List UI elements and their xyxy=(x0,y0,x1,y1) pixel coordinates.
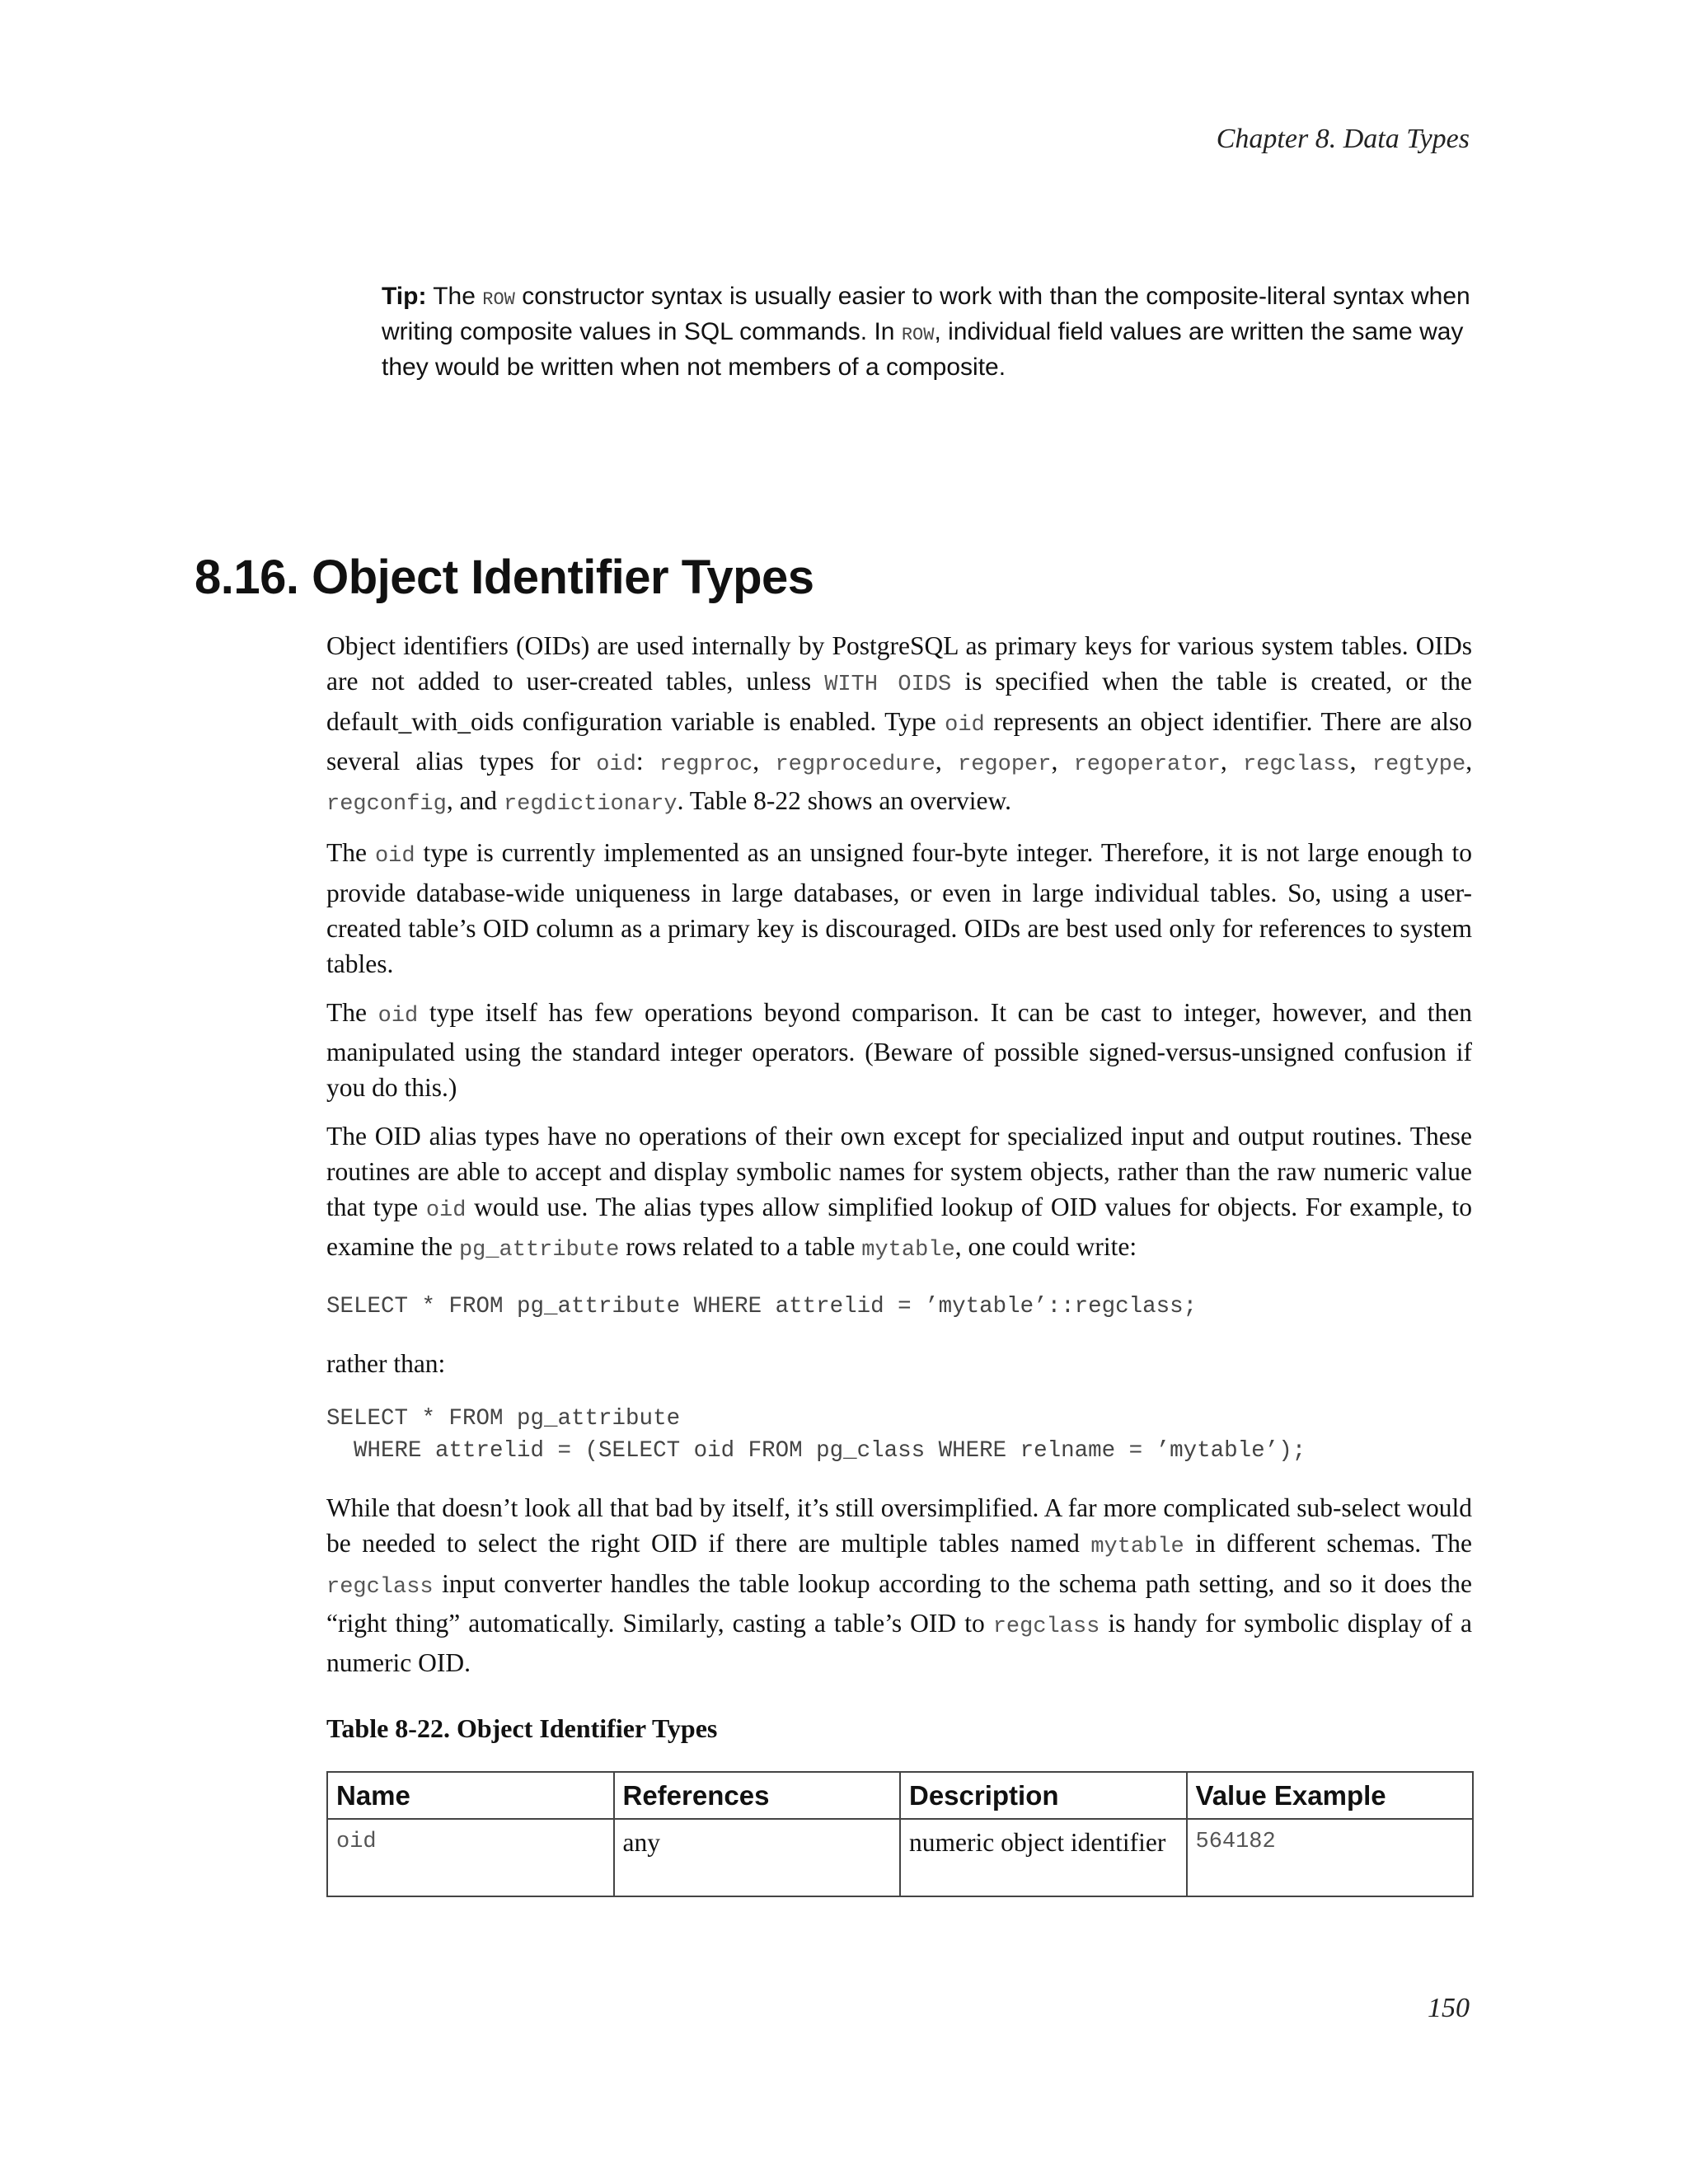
text: : xyxy=(635,746,659,776)
tip-label: Tip: xyxy=(382,283,427,310)
code-listing: SELECT * FROM pg_attribute WHERE attrelid = (SELECT oid FROM pg_class WHERE relname = ’mytable’); xyxy=(326,1406,1306,1465)
text: input converter handles the table lookup according to the schema path setting, and so it does the “right thing” automatically. Similarly, casting a table’s OID to xyxy=(326,1568,1472,1638)
text: , xyxy=(1051,746,1074,776)
text: , one could write: xyxy=(954,1232,1137,1262)
table-cell: oid xyxy=(327,1819,614,1896)
table-cell: any xyxy=(614,1819,901,1896)
inline-code: oid xyxy=(596,752,636,777)
text: rather than: xyxy=(326,1348,446,1378)
inline-code: regtype xyxy=(1372,752,1466,777)
oid-types-table xyxy=(326,1771,1474,1897)
column-header: Name xyxy=(327,1772,614,1819)
section-title: 8.16. Object Identifier Types xyxy=(195,551,814,604)
text: Object identifiers (OIDs) are used internally by PostgreSQL as primary keys for various system tables. OIDs are not added to user-created tables, unless xyxy=(326,631,1472,696)
inline-code: regclass xyxy=(992,1614,1100,1639)
text: The xyxy=(326,838,375,868)
inline-code: regoperator xyxy=(1073,752,1221,777)
text: would use. The alias types allow simplified lookup of OID values for objects. For example, to examine the xyxy=(326,1193,1472,1262)
inline-code: oid xyxy=(425,1198,467,1224)
text: , xyxy=(1220,746,1243,776)
inline-code: oid xyxy=(374,844,415,869)
inline-code: regconfig xyxy=(326,792,447,818)
inline-code: regoper xyxy=(958,752,1052,777)
text: , and xyxy=(446,786,504,816)
text: type itself has few operations beyond comparison. It can be cast to integer, however, and then manipulated using the standard integer operators. (Beware of possible signed-versus-unsigned confusion if you do this.) xyxy=(326,997,1472,1103)
inline-code: regclass xyxy=(1243,752,1350,777)
text: , xyxy=(1465,746,1473,776)
text: is handy for symbolic display of a numeric OID. xyxy=(326,1608,1472,1678)
tip-text: , individual field values are written the same way they would be written when not members of a composite. xyxy=(382,318,1464,381)
inline-code: ROW xyxy=(901,325,935,345)
inline-code: ROW xyxy=(482,289,515,310)
section-body xyxy=(326,628,1472,1897)
paragraph xyxy=(326,628,1472,823)
text: The xyxy=(326,997,378,1027)
tip-text: constructor syntax is usually easier to work with than the composite-literal syntax when writing composite values in SQL commands. In xyxy=(382,283,1470,345)
text: is specified when the table is created, or the default_with_oids configuration variable is enabled. Type xyxy=(326,667,1472,736)
inline-code: oid xyxy=(377,1003,419,1029)
inline-code: oid xyxy=(945,712,985,738)
inline-code: WITH OIDS xyxy=(824,673,952,698)
text: type is currently implemented as an unsigned four-byte integer. Therefore, it is not large enough to provide database-wide uniqueness in large databases, or even in large individual tables. So, using a user-created table’s OID column as a primary key is discouraged. OIDs are best used only for references to system tables. xyxy=(326,838,1472,979)
column-header: References xyxy=(614,1772,901,1819)
paragraph xyxy=(326,1490,1472,1680)
table-header-row xyxy=(327,1772,1473,1819)
table-caption: Table 8-22. Object Identifier Types xyxy=(326,1713,718,1743)
table-cell: 564182 xyxy=(1187,1819,1474,1896)
text: . Table 8-22 shows an overview. xyxy=(677,786,1012,816)
paragraph xyxy=(326,1118,1472,1269)
table-cell: numeric object identifier xyxy=(900,1819,1187,1896)
inline-code: regproc xyxy=(659,752,753,777)
page-number: 150 xyxy=(1428,1993,1470,2023)
inline-code: regprocedure xyxy=(775,752,935,777)
inline-code: mytable xyxy=(861,1238,955,1263)
text: , xyxy=(1349,746,1372,776)
text: The OID alias types have no operations of their own except for specialized input and output routines. These routines are able to accept and display symbolic names for system objects, rather than the raw numeric value that type xyxy=(326,1121,1472,1222)
inline-code: regclass xyxy=(326,1574,434,1600)
text: While that doesn’t look all that bad by itself, it’s still oversimplified. A far more complicated sub-select would be needed to select the right OID if there are multiple tables named xyxy=(326,1493,1472,1558)
text: represents an object identifier. There are also several alias types for xyxy=(326,706,1472,776)
code-listing: SELECT * FROM pg_attribute WHERE attrelid = ’mytable’::regclass; xyxy=(326,1293,1198,1319)
paragraph xyxy=(326,1346,1472,1381)
inline-code: regdictionary xyxy=(503,792,678,818)
text: in different schemas. The xyxy=(1184,1529,1473,1558)
column-header: Value Example xyxy=(1187,1772,1474,1819)
tip-note xyxy=(382,280,1471,383)
table-row xyxy=(327,1819,1473,1896)
inline-code: mytable xyxy=(1090,1535,1184,1560)
paragraph xyxy=(326,995,1472,1106)
text: rows related to a table xyxy=(619,1232,862,1262)
tip-text: The xyxy=(426,283,483,310)
inline-code: pg_attribute xyxy=(458,1238,620,1263)
paragraph xyxy=(326,835,1472,982)
text: , xyxy=(753,746,776,776)
column-header: Description xyxy=(900,1772,1187,1819)
running-header: Chapter 8. Data Types xyxy=(1216,124,1470,154)
text: , xyxy=(935,746,959,776)
